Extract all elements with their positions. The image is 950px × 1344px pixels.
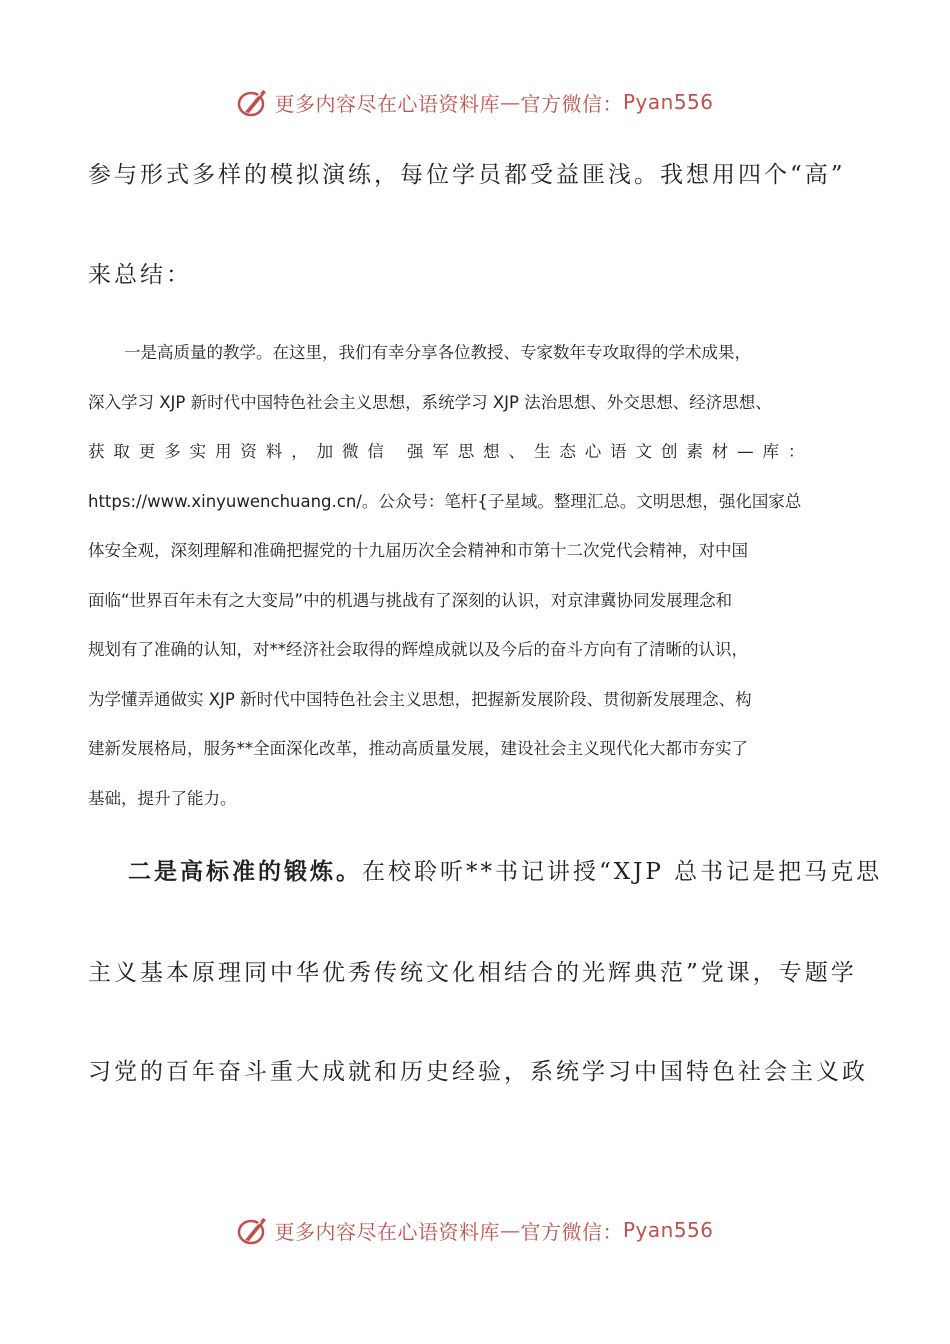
para1-line1: 参与形式多样的模拟演练，每位学员都受益匪浅。我想用四个“高” [88,162,846,188]
para3-line1 [88,853,883,886]
watermark-wechat-label: 官方微信： [520,1219,623,1244]
para3-line2: 主义基本原理同中华优秀传统文化相结合的光辉典范”党课，专题学 [88,960,857,986]
para1-line2: 来总结： [88,262,192,288]
para2-line: 为学懂弄通做实 XJP 新时代中国特色社会主义思想，把握新发展阶段、贯彻新发展理念、构 [88,689,752,709]
footer-watermark [0,1210,950,1250]
quill-logo-icon [236,1213,270,1247]
para2-line: 获取更多实用资料，加微信 强军思想、生态心语文创素材—库： [88,442,814,461]
watermark-text: 更多内容尽在心语资料库 [274,91,500,116]
body-paragraph-quality-teaching [88,328,863,823]
watermark-wechat-id: Pyan556 [622,90,714,114]
watermark-dash: — [499,1218,521,1242]
para2-line: https://www.xinyuwenchuang.cn/。公众号：笔杆{子星域。整理汇总。文明思想，强化国家总 [88,491,802,511]
para2-line: 体安全观，深刻理解和准确把握党的十九届历次全会精神和市第十二次党代会精神，对中国 [88,541,748,560]
watermark-dash: — [499,90,521,114]
para2-line: 建新发展格局，服务**全面深化改革，推动高质量发展，建设社会主义现代化大都市夯实了 [88,739,748,758]
header-watermark [0,82,950,122]
watermark-wechat-id: Pyan556 [622,1218,714,1242]
watermark-wechat-label: 官方微信： [520,91,623,116]
para2-line: 基础，提升了能力。 [88,788,237,808]
para3-line1-rest: 在校聆听**书记讲授“XJP 总书记是把马克思 [362,859,883,885]
quill-logo-icon [236,85,270,119]
para2-line: 面临“世界百年未有之大变局”中的机遇与挑战有了深刻的认识，对京津冀协同发展理念和 [88,590,733,610]
para2-line: 一是高质量的教学。在这里，我们有幸分享各位教授、专家数年专攻取得的学术成果， [124,343,751,362]
para2-line: 深入学习 XJP 新时代中国特色社会主义思想，系统学习 XJP 法治思想、外交思想、经济思想、 [88,392,772,412]
para2-line: 规划有了准确的认知，对**经济社会取得的辉煌成就以及今后的奋斗方向有了清晰的认识， [88,640,748,659]
watermark-text: 更多内容尽在心语资料库 [274,1219,500,1244]
para3-line3: 习党的百年奋斗重大成就和历史经验，系统学习中国特色社会主义政 [88,1059,868,1085]
para3-bold-lead: 二是高标准的锻炼。 [128,858,362,885]
